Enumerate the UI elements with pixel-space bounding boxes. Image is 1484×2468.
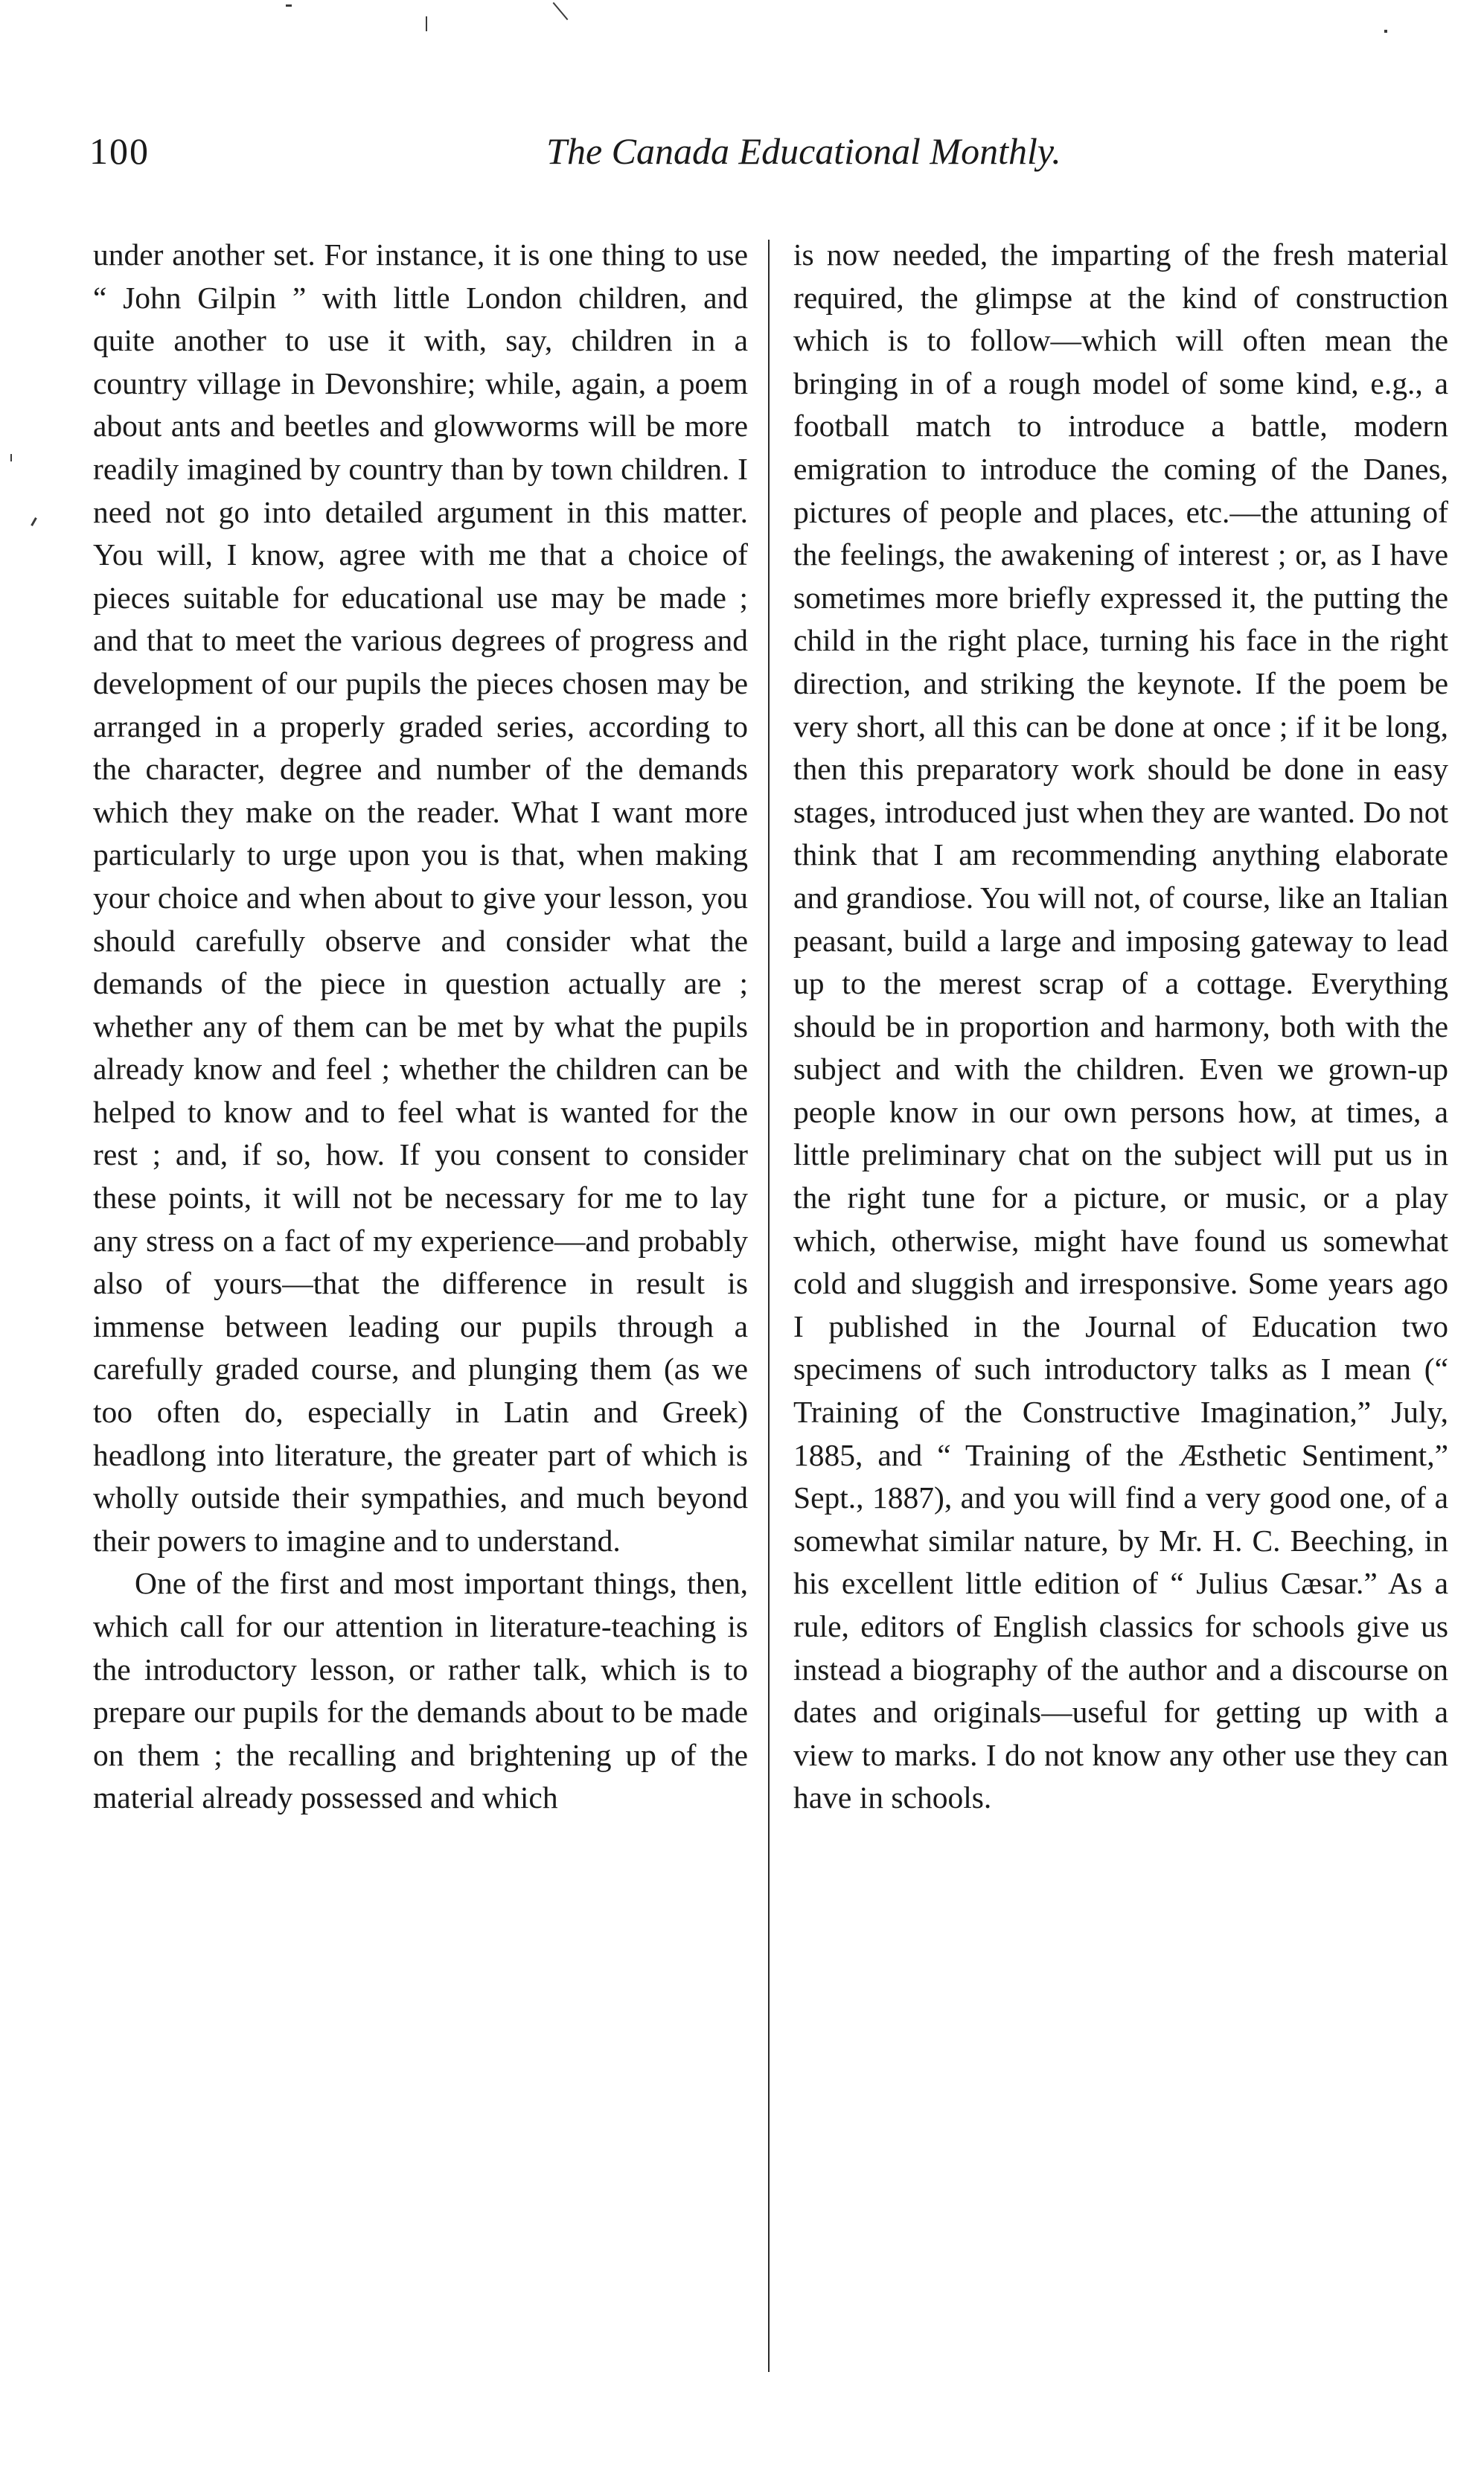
scan-speck <box>31 517 37 526</box>
scan-speck <box>10 454 12 461</box>
column-divider <box>768 240 770 2372</box>
scan-speck <box>286 4 292 7</box>
scan-speck <box>1384 30 1387 33</box>
left-paragraph-1: under another set. For instance, it is one thing to use “ John Gilpin ” with little London children, and quite another to use it with, say, children in a country village in Devonshire; while, again, a poem about ants and beetles and glowworms will be more readily imagined by country than by town children. I need not go into detailed argument in this matter. You will, I know, agree with me that a choice of pieces suitable for educational use may be made ; and that to meet the various degrees of progress and development of our pupils the pieces chosen may be arranged in a properly graded series, according to the character, degree and number of the demands which they make on the reader. What I want more particularly to urge upon you is that, when making your choice and when about to give your lesson, you should carefully observe and consider what the demands of the piece in question actually are ; whether any of them can be met by what the pupils already know and feel ; whether the children can be helped to know and to feel what is wanted for the rest ; and, if so, how. If you consent to consider these points, it will not be necessary for me to lay any stress on a fact of my experience—and probably also of yours—that the difference in result is immense between leading our pupils through a carefully graded course, and plunging them (as we too often do, especially in Latin and Greek) headlong into literature, the greater part of which is wholly outside their sympathies, and much beyond their powers to imagine and to understand. <box>93 237 748 1558</box>
scan-speck <box>553 2 569 20</box>
scan-speck <box>426 16 427 31</box>
right-paragraph-1: is now needed, the imparting of the fresh material required, the glimpse at the kind of construction which is to follow—which will often mean the bringing in of a rough model of some kind, e.g., a football match to introduce a battle, modern emigration to introduce the coming of the Danes, pictures of people and places, etc.—the attuning of the feelings, the awakening of interest ; or, as I have sometimes more briefly expressed it, the putting the child in the right place, turning his face in the right direction, and striking the keynote. If the poem be very short, all this can be done at once ; if it be long, then this preparatory work should be done in easy stages, introduced just when they are wanted. Do not think that I am recommending anything elaborate and grandiose. You will not, of course, like an Italian peasant, build a large and imposing gateway to lead up to the merest scrap of a cottage. Everything should be in proportion and harmony, both with the subject and with the children. Even we grown-up people know in our own persons how, at times, a little preliminary chat on the subject will put us in the right tune for a picture, or music, or a play which, otherwise, might have found us somewhat cold and sluggish and irresponsive. Some years ago I published in the Journal of Education two specimens of such introductory talks as I mean (“ Training of the Constructive Imagination,” July, 1885, and “ Training of the Æsthetic Sentiment,” Sept., 1887), and you will find a very good one, of a somewhat similar nature, by Mr. H. C. Beeching, in his excellent little edition of “ Julius Cæsar.” As a rule, editors of English classics for schools give us instead a biography of the author and a discourse on dates and originals—useful for getting up with a view to marks. I do not know any other use they can have in schools. <box>793 237 1448 1815</box>
right-column <box>793 234 1448 1820</box>
running-title: The Canada Educational Monthly. <box>546 130 1061 172</box>
page-number: 100 <box>89 130 150 172</box>
left-paragraph-2: One of the first and most important things, then, which call for our attention in literature-teaching is the introductory lesson, or rather talk, which is to prepare our pupils for the demands about to be made on them ; the recalling and brightening up of the material already possessed and which <box>93 1566 748 1815</box>
left-column <box>93 234 748 1820</box>
page-header <box>89 132 1444 192</box>
